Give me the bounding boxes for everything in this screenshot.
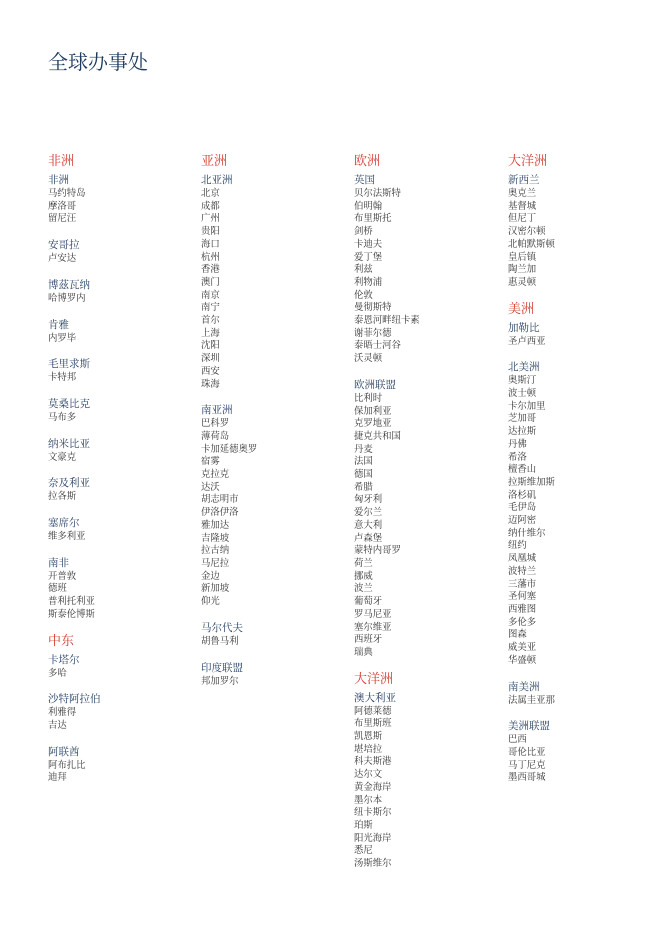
office-city: 意大利 xyxy=(354,519,383,531)
office-city: 汉密尔顿 xyxy=(508,226,546,238)
office-city: 普利托利亚 xyxy=(48,596,95,608)
office-city: 达拉斯 xyxy=(508,426,537,438)
office-city: 波士顿 xyxy=(508,388,537,400)
office-city: 海口 xyxy=(201,238,220,250)
office-city: 西安 xyxy=(201,365,220,377)
country-heading: 欧洲联盟 xyxy=(354,378,396,391)
country-heading: 南非 xyxy=(48,556,69,569)
office-city: 上海 xyxy=(201,327,220,339)
office-city: 悉尼 xyxy=(354,845,373,857)
office-city: 丹佛 xyxy=(508,438,527,450)
office-city: 首尔 xyxy=(201,315,220,327)
office-city: 薄荷岛 xyxy=(201,430,230,442)
office-city: 吉隆坡 xyxy=(201,532,230,544)
office-city: 瑞典 xyxy=(354,646,373,658)
office-city: 卡加延德奥罗 xyxy=(201,443,258,455)
country-heading: 毛里求斯 xyxy=(48,358,90,371)
office-city: 三藩市 xyxy=(508,578,537,590)
country-heading: 英国 xyxy=(354,174,375,186)
office-city: 德班 xyxy=(48,583,67,595)
office-city: 爱尔兰 xyxy=(354,507,383,519)
country-heading: 塞席尔 xyxy=(48,517,80,530)
office-city: 波兰 xyxy=(354,583,373,595)
office-city: 珠海 xyxy=(201,378,220,390)
office-city: 保加利亚 xyxy=(354,405,392,417)
country-heading: 北亚洲 xyxy=(201,174,233,186)
office-city: 哈博罗内 xyxy=(48,292,86,304)
office-city: 迪拜 xyxy=(48,772,67,784)
office-city: 毛伊岛 xyxy=(508,502,537,514)
office-city: 希腊 xyxy=(354,481,373,493)
region-heading: 非洲 xyxy=(48,154,75,169)
office-city: 捷克共和国 xyxy=(354,430,401,442)
office-city: 成都 xyxy=(201,200,220,212)
office-city: 达沃 xyxy=(201,481,220,493)
office-city: 沃灵顿 xyxy=(354,353,383,365)
office-city: 斯泰伦博斯 xyxy=(48,608,95,620)
office-city: 沈阳 xyxy=(201,340,220,352)
office-city: 巴西 xyxy=(508,734,527,746)
country-heading: 新西兰 xyxy=(508,174,540,186)
office-city: 摩洛哥 xyxy=(48,200,77,212)
office-city: 德国 xyxy=(354,469,373,481)
office-city: 卡尔加里 xyxy=(508,400,546,412)
office-city: 檀香山 xyxy=(508,464,537,476)
office-city: 胡志明市 xyxy=(201,494,239,506)
office-city: 西班牙 xyxy=(354,634,383,646)
region-heading: 美洲 xyxy=(508,301,535,317)
office-city: 广州 xyxy=(201,213,220,225)
office-city: 马约特岛 xyxy=(48,188,86,199)
office-city: 拉古纳 xyxy=(201,545,230,557)
office-city: 卢森堡 xyxy=(354,532,383,544)
office-city: 汤斯维尔 xyxy=(354,858,392,870)
country-heading: 北美洲 xyxy=(508,361,540,374)
office-city: 迈阿密 xyxy=(508,515,537,527)
office-city: 新加坡 xyxy=(201,583,230,595)
office-city: 香港 xyxy=(201,264,220,276)
office-city: 利兹 xyxy=(354,264,373,276)
country-heading: 莫桑比克 xyxy=(48,397,90,410)
office-city: 胡鲁马利 xyxy=(201,635,239,647)
office-city: 奥克兰 xyxy=(508,188,537,199)
office-city: 奥斯汀 xyxy=(508,375,537,387)
office-column xyxy=(201,153,351,688)
office-city: 科夫斯港 xyxy=(354,756,392,768)
office-city: 图森 xyxy=(508,629,527,641)
office-city: 希洛 xyxy=(508,451,527,463)
office-city: 堪培拉 xyxy=(354,743,383,755)
office-city: 哥伦比亚 xyxy=(508,746,546,758)
office-city: 卢安达 xyxy=(48,253,77,265)
country-heading: 肯雅 xyxy=(48,318,69,331)
office-city: 拉各斯 xyxy=(48,491,77,503)
office-city: 布里斯班 xyxy=(354,718,392,730)
office-city: 惠灵顿 xyxy=(508,276,537,288)
office-city: 华盛顿 xyxy=(508,654,537,666)
office-city: 凯恩斯 xyxy=(354,731,383,743)
office-city: 马尼拉 xyxy=(201,557,230,569)
region-heading: 大洋洲 xyxy=(508,154,548,169)
country-heading: 阿联酋 xyxy=(48,745,80,758)
office-city: 阳光海岸 xyxy=(354,832,392,844)
office-city: 拉斯维加斯 xyxy=(508,476,555,488)
office-city: 威美亚 xyxy=(508,642,537,654)
office-city: 多伦多 xyxy=(508,616,537,628)
office-city: 卡特邦 xyxy=(48,372,77,384)
office-city: 克拉克 xyxy=(201,469,230,481)
office-city: 凤凰城 xyxy=(508,553,537,565)
office-city: 宿雾 xyxy=(201,456,220,468)
office-city: 罗马尼亚 xyxy=(354,608,392,620)
office-city: 纳什维尔 xyxy=(508,527,546,539)
office-city: 多哈 xyxy=(48,667,67,679)
country-heading: 美洲联盟 xyxy=(508,720,550,733)
office-city: 澳门 xyxy=(201,276,220,288)
office-city: 留尼汪 xyxy=(48,213,77,225)
office-city: 蒙特内哥罗 xyxy=(354,545,401,557)
office-city: 芝加哥 xyxy=(508,413,537,425)
country-heading: 博茲瓦纳 xyxy=(48,278,90,291)
office-city: 泰晤士河谷 xyxy=(354,340,401,352)
country-heading: 安哥拉 xyxy=(48,239,80,252)
page-title: 全球办事处 xyxy=(48,50,148,74)
office-city: 北京 xyxy=(201,188,220,199)
office-city: 伊洛伊洛 xyxy=(201,507,239,519)
office-city: 马丁尼克 xyxy=(508,759,546,771)
office-city: 贵阳 xyxy=(201,226,220,238)
office-city: 珀斯 xyxy=(354,819,373,831)
office-city: 布里斯托 xyxy=(354,213,392,225)
office-city: 仰光 xyxy=(201,596,220,608)
office-column xyxy=(508,153,658,785)
country-heading: 卡塔尔 xyxy=(48,653,80,666)
office-city: 圣何塞 xyxy=(508,591,537,603)
country-heading: 奈及利亚 xyxy=(48,477,90,490)
office-city: 匈牙利 xyxy=(354,494,383,506)
office-city: 丹麦 xyxy=(354,443,373,455)
office-city: 阿布扎比 xyxy=(48,759,86,771)
office-city: 利物浦 xyxy=(354,276,383,288)
office-city: 谢菲尔德 xyxy=(354,327,392,339)
country-heading: 非洲 xyxy=(48,174,69,186)
office-city: 比利时 xyxy=(354,392,383,404)
office-city: 波特兰 xyxy=(508,565,537,577)
office-city: 巴科罗 xyxy=(201,418,230,430)
office-city: 法国 xyxy=(354,456,373,468)
office-city: 杭州 xyxy=(201,251,220,263)
country-heading: 沙特阿拉伯 xyxy=(48,693,101,706)
office-column xyxy=(354,153,504,871)
office-city: 深圳 xyxy=(201,353,220,365)
office-city: 马布多 xyxy=(48,411,77,423)
country-heading: 加勒比 xyxy=(508,321,540,334)
office-city: 皇后镇 xyxy=(508,251,537,263)
country-heading: 印度联盟 xyxy=(201,661,243,674)
office-city: 陶兰加 xyxy=(508,264,537,276)
office-column xyxy=(48,153,198,785)
office-city: 克罗地亚 xyxy=(354,418,392,430)
office-city: 吉达 xyxy=(48,719,67,731)
office-city: 利雅得 xyxy=(48,707,77,719)
office-city: 墨西哥城 xyxy=(508,772,546,784)
office-city: 卡迪夫 xyxy=(354,238,383,250)
office-city: 爱丁堡 xyxy=(354,251,383,263)
office-city: 但尼丁 xyxy=(508,213,537,225)
office-city: 维多利亚 xyxy=(48,531,86,543)
office-city: 泰恩河畔纽卡素 xyxy=(354,315,420,327)
office-city: 基督城 xyxy=(508,200,537,212)
office-city: 洛杉矶 xyxy=(508,489,537,501)
office-city: 伦敦 xyxy=(354,289,373,301)
office-city: 剑桥 xyxy=(354,226,373,238)
office-city: 文豪克 xyxy=(48,451,77,463)
office-city: 内罗毕 xyxy=(48,332,77,344)
office-city: 圣卢西亚 xyxy=(508,335,546,347)
region-heading: 大洋洲 xyxy=(354,671,394,687)
office-city: 金边 xyxy=(201,570,220,582)
region-heading: 中东 xyxy=(48,633,75,649)
office-city: 法属圭亚那 xyxy=(508,694,555,706)
office-city: 黄金海岸 xyxy=(354,781,392,793)
office-city: 南京 xyxy=(201,289,220,301)
office-city: 达尔文 xyxy=(354,769,383,781)
office-city: 南宁 xyxy=(201,302,220,314)
country-heading: 南亚洲 xyxy=(201,404,233,417)
region-heading: 欧洲 xyxy=(354,154,381,169)
office-city: 贝尔法斯特 xyxy=(354,188,401,199)
office-city: 伯明翰 xyxy=(354,200,383,212)
office-city: 开普敦 xyxy=(48,570,77,582)
country-heading: 澳大利亚 xyxy=(354,691,396,704)
office-city: 阿德莱德 xyxy=(354,705,392,717)
office-city: 北帕默斯顿 xyxy=(508,238,555,250)
region-heading: 亚洲 xyxy=(201,154,228,169)
office-city: 雅加达 xyxy=(201,519,230,531)
office-city: 曼彻斯特 xyxy=(354,302,392,314)
country-heading: 纳米比亚 xyxy=(48,437,90,450)
office-city: 挪威 xyxy=(354,570,373,582)
country-heading: 马尔代夫 xyxy=(201,621,243,634)
office-city: 荷兰 xyxy=(354,557,373,569)
office-city: 塞尔维亚 xyxy=(354,621,392,633)
office-city: 纽卡斯尔 xyxy=(354,807,392,819)
office-city: 葡萄牙 xyxy=(354,596,383,608)
office-city: 邦加罗尔 xyxy=(201,675,239,687)
office-city: 西雅图 xyxy=(508,603,537,615)
office-city: 纽约 xyxy=(508,540,527,552)
office-city: 墨尔本 xyxy=(354,794,383,806)
country-heading: 南美洲 xyxy=(508,680,540,693)
